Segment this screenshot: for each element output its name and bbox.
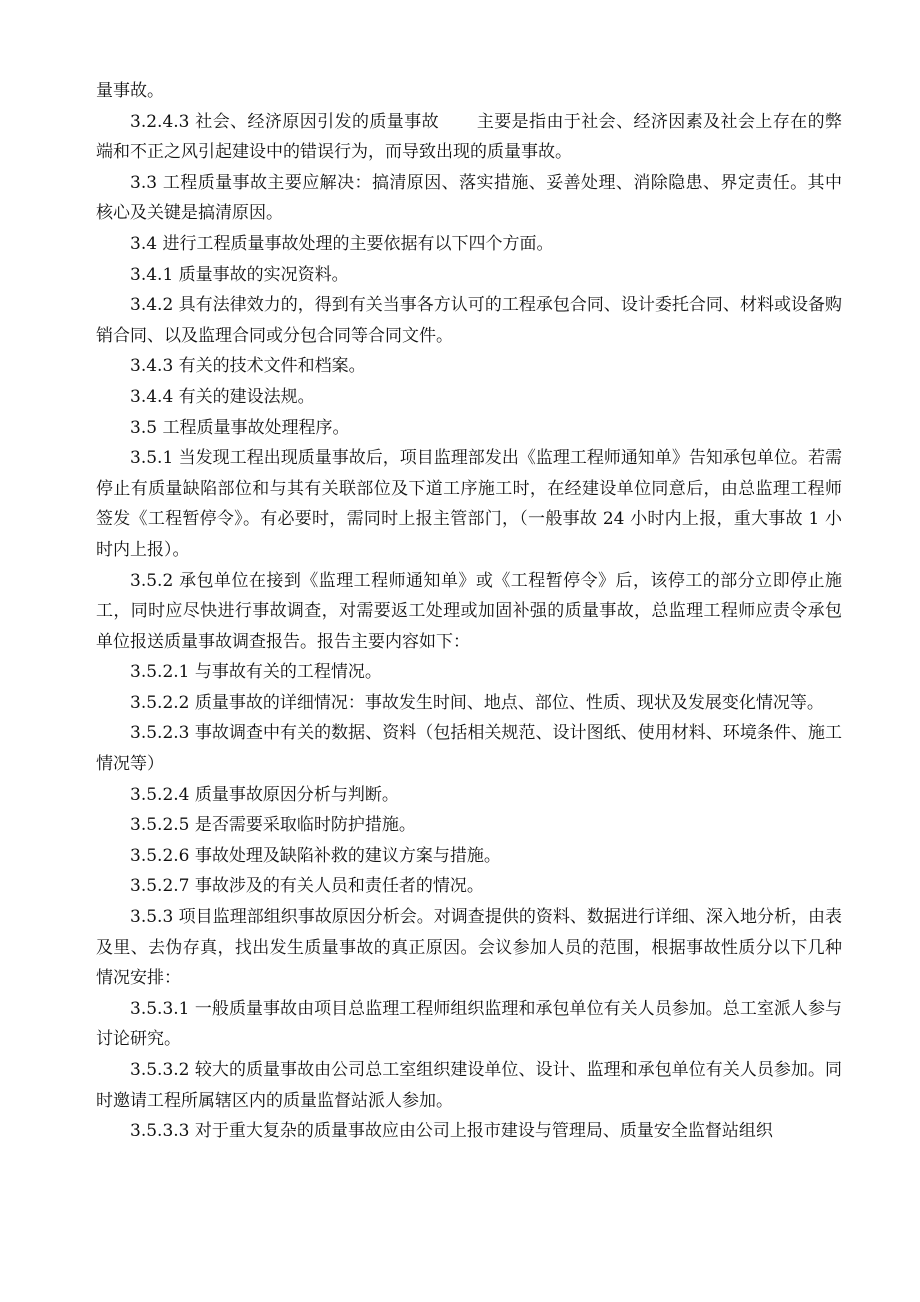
paragraph-3-5: 3.5 工程质量事故处理程序。 bbox=[130, 417, 350, 438]
paragraph-3-4: 3.4 进行工程质量事故处理的主要依据有以下四个方面。 bbox=[130, 233, 554, 254]
paragraph-3-4-1: 3.4.1 质量事故的实况资料。 bbox=[130, 264, 349, 285]
document-page bbox=[96, 76, 842, 1147]
paragraph-3-5-2-6: 3.5.2.6 事故处理及缺陷补救的建议方案与措施。 bbox=[130, 845, 501, 866]
paragraph-3-5-2-4: 3.5.2.4 质量事故原因分析与判断。 bbox=[130, 784, 399, 805]
paragraph-3-4-4: 3.4.4 有关的建设法规。 bbox=[130, 386, 315, 407]
paragraph-3-4-2: 3.4.2 具有法律效力的，得到有关当事各方认可的工程承包合同、设计委托合同、材料或设备购销合同、以及监理合同或分包合同等合同文件。 bbox=[96, 295, 842, 346]
paragraph-3-5-2-1: 3.5.2.1 与事故有关的工程情况。 bbox=[130, 662, 382, 683]
paragraph-3-5-2: 3.5.2 承包单位在接到《监理工程师通知单》或《工程暂停令》后，该停工的部分立即停止施工，同时应尽快进行事故调查，对需要返工处理或加固补强的质量事故，总监理工程师应责令承包单位报送质量事故调查报告。报告主要内容如下： bbox=[96, 570, 842, 652]
paragraph-3-5-2-2: 3.5.2.2 质量事故的详细情况：事故发生时间、地点、部位、性质、现状及发展变化情况等。 bbox=[130, 692, 824, 713]
paragraph-3-5-1: 3.5.1 当发现工程出现质量事故后，项目监理部发出《监理工程师通知单》告知承包单位。若需停止有质量缺陷部位和与其有关联部位及下道工序施工时，在经建设单位同意后，由总监理工程师签发《工程暂停令》。有必要时，需同时上报主管部门，（一般事故 24 小时内上报，重大事故 1 小时内上报）。 bbox=[96, 448, 842, 560]
paragraph-heading: 3.2.4.3 社会、经济原因引发的质量事故 bbox=[130, 111, 440, 132]
paragraph-3-5-2-3: 3.5.2.3 事故调查中有关的数据、资料（包括相关规范、设计图纸、使用材料、环境条件、施工情况等） bbox=[96, 723, 842, 775]
paragraph-body: 主要是指由于社会、经济因素及社会上存在的弊端和不正之风引起建设中的错误行为，而导致出现的质量事故。 bbox=[96, 111, 842, 163]
paragraph-continuation: 量事故。 bbox=[96, 81, 164, 101]
paragraph-3-5-2-5: 3.5.2.5 是否需要采取临时防护措施。 bbox=[130, 815, 416, 836]
paragraph-3-4-3: 3.4.3 有关的技术文件和档案。 bbox=[130, 356, 366, 377]
paragraph-3-5-3-3: 3.5.3.3 对于重大复杂的质量事故应由公司上报市建设与管理局、质量安全监督站组织 bbox=[130, 1121, 773, 1142]
paragraph-3-5-3-2: 3.5.3.2 较大的质量事故由公司总工室组织建设单位、设计、监理和承包单位有关人员参加。同时邀请工程所属辖区内的质量监督站派人参加。 bbox=[96, 1060, 842, 1111]
paragraph-3-5-2-7: 3.5.2.7 事故涉及的有关人员和责任者的情况。 bbox=[130, 876, 484, 897]
paragraph-3-2-4-3 bbox=[96, 107, 842, 168]
paragraph-3-5-3-1: 3.5.3.1 一般质量事故由项目总监理工程师组织监理和承包单位有关人员参加。总工室派人参与讨论研究。 bbox=[96, 998, 842, 1050]
paragraph-3-5-3: 3.5.3 项目监理部组织事故原因分析会。对调查提供的资料、数据进行详细、深入地分析，由表及里、去伪存真，找出发生质量事故的真正原因。会议参加人员的范围，根据事故性质分以下几种情况安排： bbox=[96, 907, 842, 989]
paragraph-3-3: 3.3 工程质量事故主要应解决：搞清原因、落实措施、妥善处理、消除隐患、界定责任。其中核心及关键是搞清原因。 bbox=[96, 172, 842, 224]
